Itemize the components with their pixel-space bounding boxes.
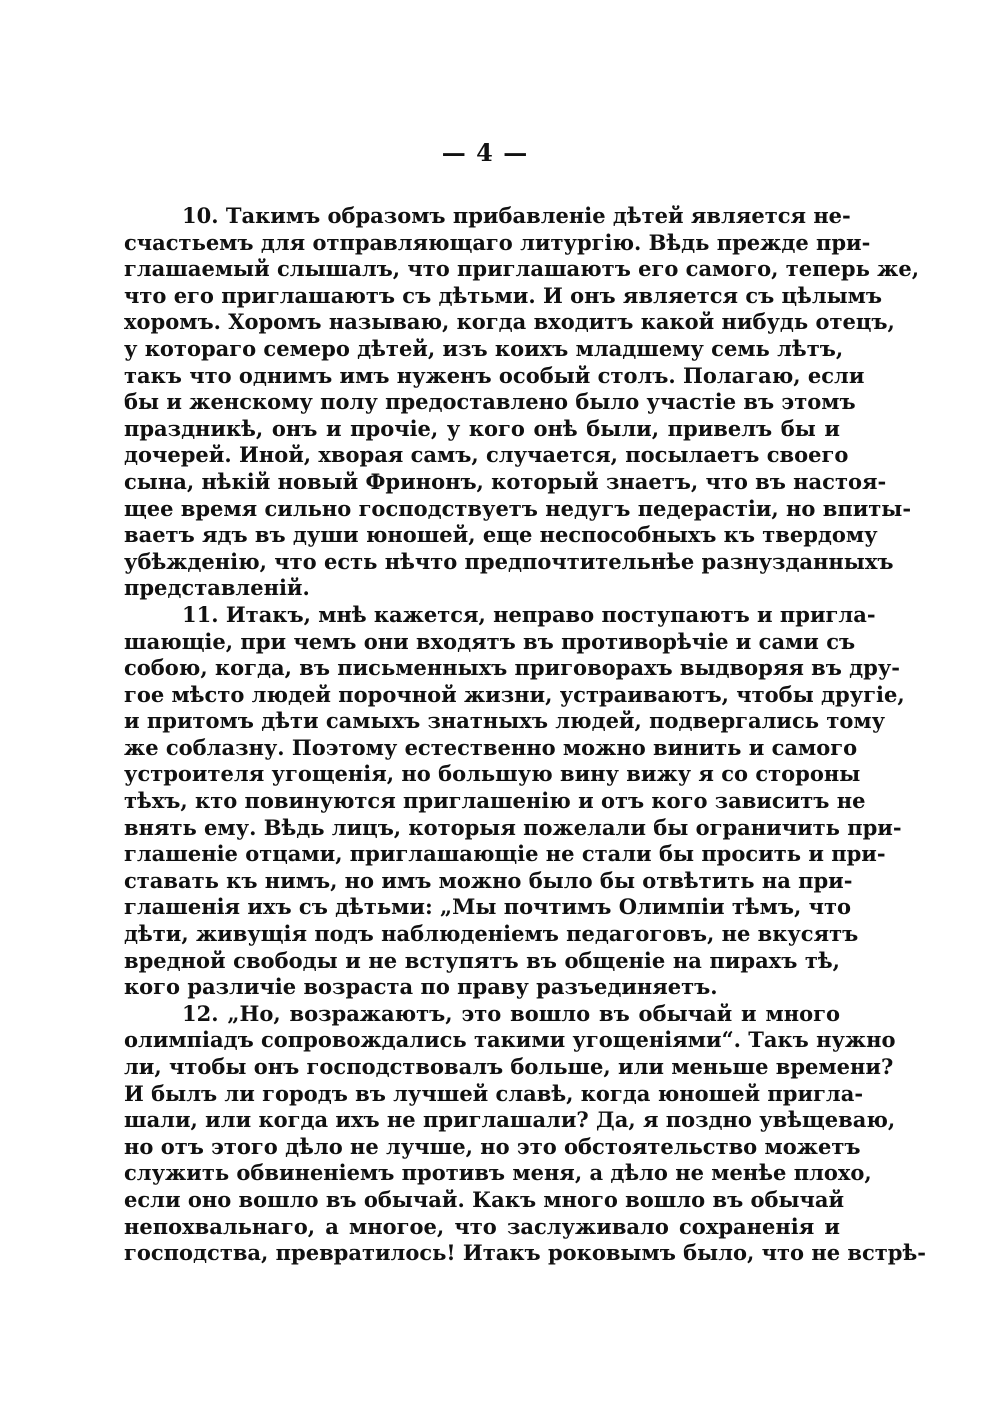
text-line: господства, превратилось! Итакъ роковымъ было, что не встрѣ- [124, 1240, 926, 1266]
text-line: тѣхъ, кто повинуются приглашенію и отъ кого зависитъ не [124, 788, 866, 814]
text-line: представленій. [124, 575, 310, 601]
text-line: 10. Такимъ образомъ прибавленіе дѣтей является не- [182, 203, 851, 228]
text-line: И былъ ли городъ въ лучшей славѣ, когда юношей пригла- [124, 1080, 864, 1106]
text-line: бы и женскому полу предоставлено было участіе въ этомъ [124, 389, 856, 415]
text-line: щее время сильно господствуетъ недугъ педерастіи, но впиты- [124, 495, 912, 521]
text-line: вредной свободы и не вступятъ въ общеніе на пирахъ тѣ, [124, 947, 840, 973]
text-line: но отъ этого дѣло не лучше, но это обстоятельство можетъ [124, 1133, 861, 1159]
text-line: гое мѣсто людей порочной жизни, устраиваютъ, чтобы другіе, [124, 681, 905, 707]
text-line: служить обвиненіемъ противъ меня, а дѣло не менѣе плохо, [124, 1160, 872, 1186]
page-number: — 4 — [441, 138, 529, 167]
text-line: собою, когда, въ письменныхъ приговорахъ выдворяя въ дру- [124, 655, 901, 681]
text-line: сына, нѣкій новый Фринонъ, который знаетъ, что въ настоя- [124, 468, 887, 494]
text-line: же соблазну. Поэтому естественно можно винить и самого [124, 734, 858, 760]
text-line: что его приглашаютъ съ дѣтьми. И онъ является съ цѣлымъ [124, 282, 883, 308]
text-line: непохвальнаго, а многое, что заслуживало сохраненія и [124, 1213, 840, 1239]
text-line: ли, чтобы онъ господствовалъ больше, или меньше времени? [124, 1054, 894, 1079]
body-text [124, 203, 926, 1267]
text-line: хоромъ. Хоромъ называю, когда входитъ какой нибудь отецъ, [124, 309, 895, 335]
text-line: праздникѣ, онъ и прочіе, у кого онѣ были, привелъ бы и [124, 415, 840, 441]
text-line: устроителя угощенія, но большую вину вижу я со стороны [124, 761, 861, 787]
text-line: олимпіадъ сопровождались такими угощеніями“. Такъ нужно [124, 1027, 896, 1053]
text-line: у котораго семеро дѣтей, изъ коихъ младшему семь лѣтъ, [124, 335, 844, 361]
text-line: и притомъ дѣти самыхъ знатныхъ людей, подвергались тому [124, 708, 886, 734]
text-line: шали, или когда ихъ не приглашали? Да, я поздно увѣщеваю, [124, 1107, 896, 1133]
text-line: если оно вошло въ обычай. Какъ много вошло въ обычай [124, 1186, 845, 1212]
text-line: глашенія ихъ съ дѣтьми: „Мы почтимъ Олимпіи тѣмъ, что [124, 894, 851, 920]
text-line: убѣжденію, что есть нѣчто предпочтительнѣе разнузданныхъ [124, 548, 894, 574]
text-line: дѣти, живущія подъ наблюденіемъ педагоговъ, не вкусятъ [124, 921, 859, 947]
text-line: счастьемъ для отправляющаго литургію. Вѣдь прежде при- [124, 229, 871, 255]
text-line: 11. Итакъ, мнѣ кажется, неправо поступаютъ и пригла- [182, 601, 876, 627]
text-line: глашаемый слышалъ, что приглашаютъ его самого, теперь же, [124, 256, 920, 282]
text-line: шающіе, при чемъ они входятъ въ противорѣчіе и сами съ [124, 628, 856, 654]
text-line: внять ему. Вѣдь лицъ, которыя пожелали бы ограничить при- [124, 814, 902, 840]
text-line: дочерей. Иной, хворая самъ, случается, посылаетъ своего [124, 442, 849, 468]
text-line: ставать къ нимъ, но имъ можно было бы отвѣтить на при- [124, 867, 853, 893]
text-line: ваетъ ядъ въ души юношей, еще неспособныхъ къ твердому [124, 522, 878, 548]
text-line: 12. „Но, возражаютъ, это вошло въ обычай и много [182, 1000, 840, 1026]
text-line: такъ что однимъ имъ нуженъ особый столъ. Полагаю, если [124, 362, 865, 388]
text-line: глашеніе отцами, приглашающіе не стали бы просить и при- [124, 841, 886, 867]
text-line: кого различіе возраста по праву разъединяетъ. [124, 974, 718, 1000]
